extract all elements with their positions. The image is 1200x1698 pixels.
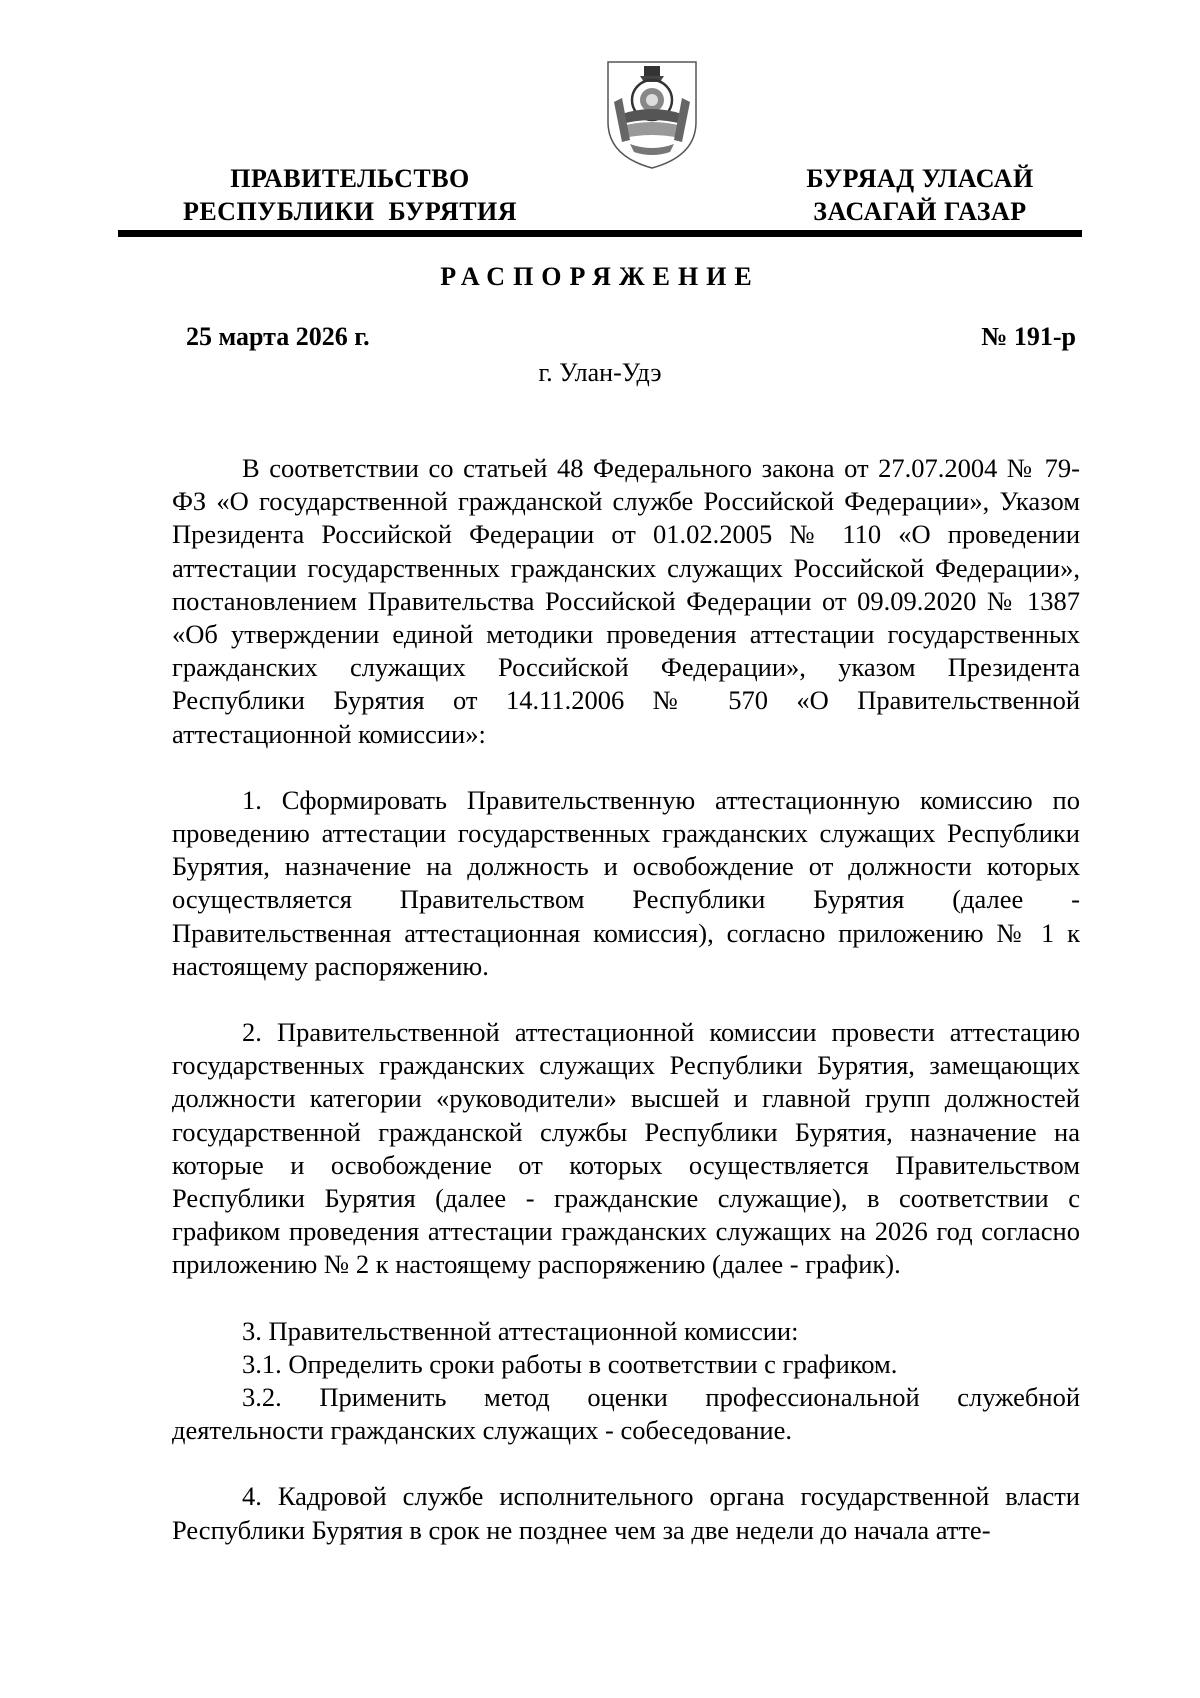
coat-of-arms-icon: [600, 52, 704, 172]
clause-1-paragraph: 1. Сформировать Правительственную аттестационную комиссию по проведению аттестации государственных гражданских служащих Республики Бурятия, назначение на должность и освобождение от должности которых осуществляется Правительством Республики Бурятия (далее - Правительственная аттестационная комиссия), согласно приложению № 1 к настоящему распоряжению.: [172, 784, 1080, 981]
clause-3-paragraph: 3. Правительственной аттестационной комиссии:: [242, 1315, 799, 1346]
org-left-line-1: ПРАВИТЕЛЬСТВО: [230, 164, 470, 193]
document-number: № 191-р: [981, 322, 1076, 351]
government-name-russian: [160, 162, 540, 228]
org-right-line-1: БУРЯАД УЛАСАЙ: [806, 164, 1034, 193]
document-date: 25 марта 2026 г.: [186, 322, 370, 351]
clause-2-paragraph: 2. Правительственной аттестационной комиссии провести аттестацию государственных гражданских служащих Республики Бурятия, замещающих должности категории «руководители» высшей и главной групп должностей государственной гражданской службы Республики Бурятия, назначение на которые и освобождение от которых осуществляется Правительством Республики Бурятия (далее - гражданские служащие), в соответствии с графиком проведения аттестации гражданских служащих на 2026 год согласно приложению № 2 к настоящему распоряжению (далее - график).: [172, 1017, 1080, 1280]
document-type-title: РАСПОРЯЖЕНИЕ: [440, 262, 760, 291]
document-city: г. Улан-Удэ: [538, 358, 662, 387]
org-right-line-2: ЗАСАГАЙ ГАЗАР: [813, 197, 1027, 226]
org-left-line-2: РЕСПУБЛИКИ БУРЯТИЯ: [182, 197, 518, 226]
preamble-paragraph: В соответствии со статьей 48 Федерального закона от 27.07.2004 № 79-ФЗ «О государственной гражданской службе Российской Федерации», Указом Президента Российской Федерации от 01.02.2005 № 110 «О проведении аттестации государственных гражданских служащих Российской Федерации», постановлением Правительства Российской Федерации от 09.09.2020 № 1387 «Об утверждении единой методики проведения аттестации государственных гражданских служащих Российской Федерации», указом Президента Республики Бурятия от 14.11.2006 № 570 «О Правительственной аттестационной комиссии»:: [172, 453, 1080, 749]
clause-4-paragraph: 4. Кадровой службе исполнительного органа государственной власти Республики Бурятия в срок не позднее чем за две недели до начала атте-: [172, 1481, 1080, 1545]
header-divider: [118, 230, 1082, 237]
clause-3-1-paragraph: 3.1. Определить сроки работы в соответствии с графиком.: [242, 1348, 898, 1379]
document-body: [172, 452, 1080, 1547]
clause-3-2-paragraph: 3.2. Применить метод оценки профессиональной служебной деятельности гражданских служащих - собеседование.: [172, 1382, 1080, 1446]
government-name-buryat: [770, 162, 1070, 228]
